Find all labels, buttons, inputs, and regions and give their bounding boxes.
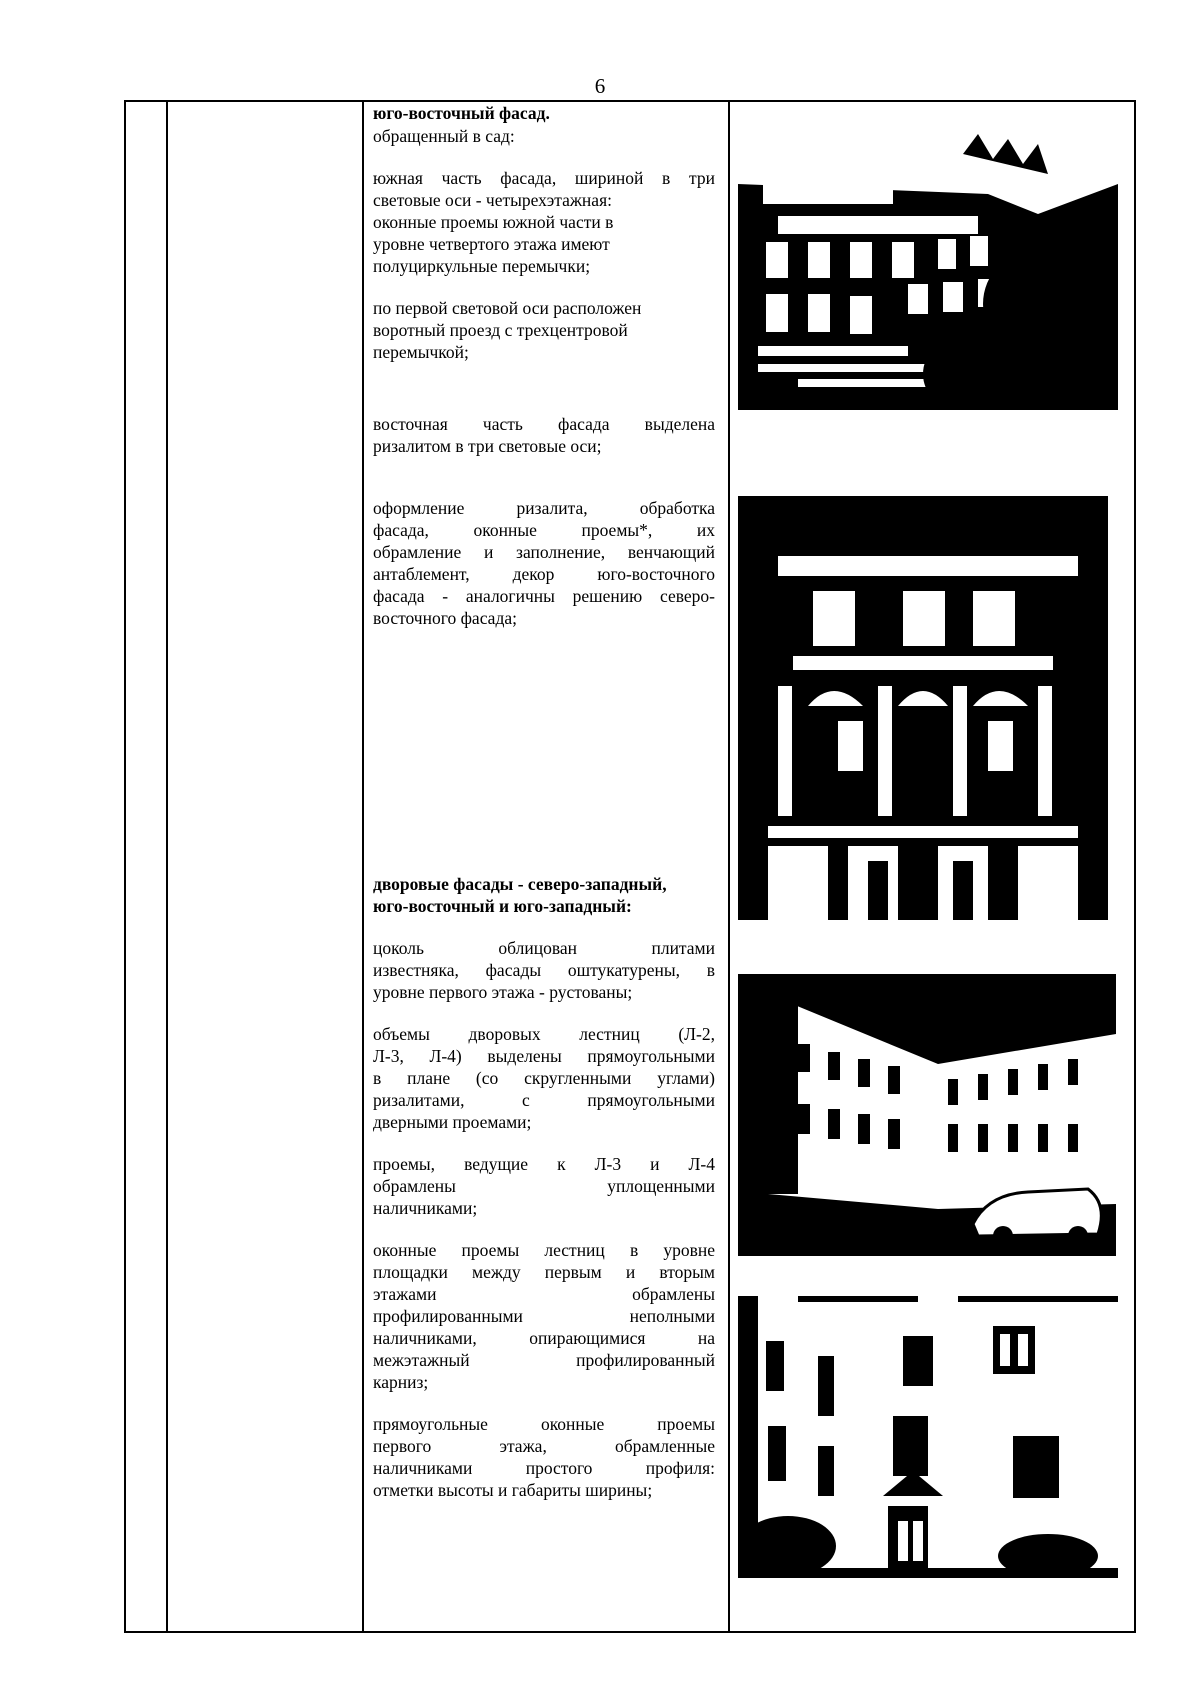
description-column bbox=[373, 102, 715, 1501]
paragraph-plinth: цоколь облицован плитами известняка, фасады оштукатурены, в уровне первого этажа - рустованы; bbox=[373, 938, 715, 1002]
column-divider-1 bbox=[166, 102, 168, 1631]
paragraph-east-part: восточная часть фасада выделена ризалитом в три световые оси; bbox=[373, 414, 715, 456]
paragraph-risalit-design: оформление ризалита, обработка фасада, оконные проемы*, их обрамление и заполнение, венчающий антаблемент, декор юго-восточного фасада - аналогичны решению северо- восточного фасада; bbox=[373, 498, 715, 628]
paragraph-openings-l3-l4: проемы, ведущие к Л-3 и Л-4 обрамлены уплощенными наличниками; bbox=[373, 1154, 715, 1218]
column-divider-3 bbox=[728, 102, 730, 1631]
section-heading-courtyard: дворовые фасады - северо-западный, юго-восточный и юго-западный: bbox=[373, 874, 667, 916]
paragraph-south-part: южная часть фасада, шириной в три световые оси - четырехэтажная: оконные проемы южной части в уровне четвертого этажа имеют полуциркульные перемычки; bbox=[373, 168, 715, 276]
photo-eastern-risalit bbox=[738, 496, 1108, 920]
section-subheading: обращенный в сад: bbox=[373, 126, 515, 146]
section-heading-southeast: юго-восточный фасад. bbox=[373, 103, 550, 123]
photo-stair-entrance bbox=[738, 1296, 1118, 1578]
column-divider-2 bbox=[362, 102, 364, 1631]
paragraph-ground-windows: прямоугольные оконные проемы первого этажа, обрамленные наличниками простого профиля: отметки высоты и габариты ширины; bbox=[373, 1414, 715, 1500]
paragraph-stair-windows: оконные проемы лестниц в уровне площадки между первым и вторым этажами обрамлены профилированными неполными наличниками, опирающимися на межэтажный профилированный карниз; bbox=[373, 1240, 715, 1392]
page-number: 6 bbox=[594, 74, 606, 98]
paragraph-stair-volumes: объемы дворовых лестниц (Л-2, Л-3, Л-4) выделены прямоугольными в плане (со скругленными углами) ризалитами, с прямоугольными дверными проемами; bbox=[373, 1024, 715, 1132]
paragraph-gate-passage: по первой световой оси расположен воротный проезд с трехцентровой перемычкой; bbox=[373, 298, 642, 362]
photo-courtyard-facades bbox=[738, 974, 1116, 1256]
photo-southeast-facade bbox=[738, 124, 1118, 410]
